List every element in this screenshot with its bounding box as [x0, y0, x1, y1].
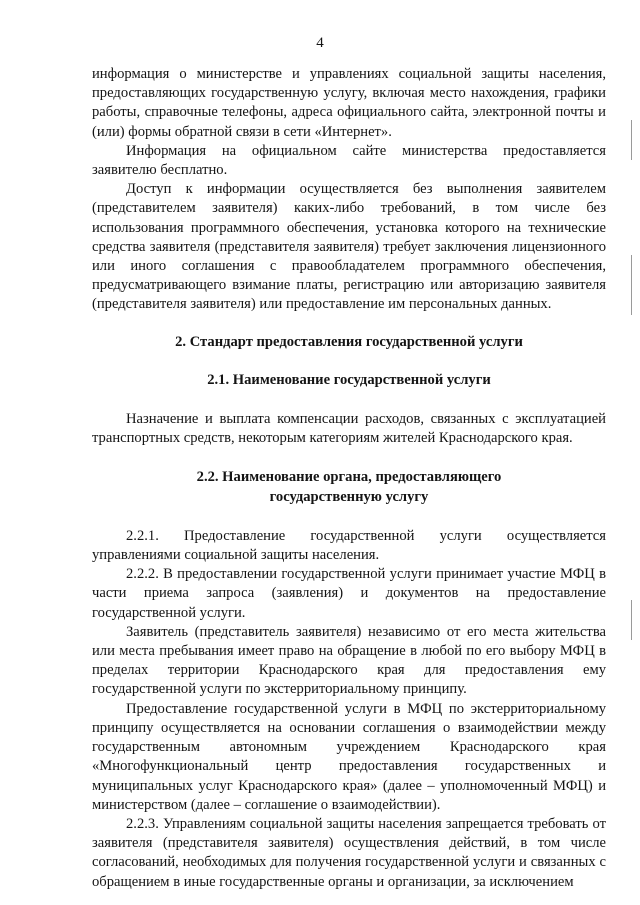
heading-line-1: 2.2. Наименование органа, предоставляющего — [196, 469, 502, 486]
heading-line-2: государственную услугу — [269, 488, 429, 505]
paragraph-applicant-right: Заявитель (представитель заявителя) независимо от его места жительства или места пребывания имеет право на обращение в любой по его выбору МФЦ в пределах территории Краснодарского края для предоставления ему государственной услуги по экстерриториальному принципу. — [92, 623, 606, 698]
paragraph-info-free: Информация на официальном сайте министерства предоставляется заявителю бесплатно. — [92, 142, 606, 179]
scan-edge-mark — [631, 255, 632, 315]
paragraph-2-2-1: 2.2.1. Предоставление государственной услуги осуществляется управлениями социальной защиты населения. — [92, 527, 606, 564]
paragraph-access-conditions: Доступ к информации осуществляется без выполнения заявителем (представителем заявителя) каких-либо требований, в том числе без использования программного обеспечения, установка которого на технические средства заявителя (представителя заявителя) требует заключения лицензионного или иного соглашения с правообладателем программного обеспечения, предусматривающего взимание платы, регистрацию или авторизацию заявителя (представителя заявителя) или предоставление им персональных данных. — [92, 181, 606, 313]
subsection-heading-service-name: 2.1. Наименование государственной услуги — [207, 371, 491, 388]
page-number: 4 — [316, 35, 324, 51]
subsection-heading-authority — [92, 468, 606, 506]
paragraph-2-2-2: 2.2.2. В предоставлении государственной услуги принимает участие МФЦ в части приема запроса (заявления) и документов на предоставление государственной услуги. — [92, 566, 606, 621]
document-body — [92, 65, 606, 892]
paragraph-2-2-3: 2.2.3. Управлениям социальной защиты населения запрещается требовать от заявителя (представителя заявителя) осуществления действий, в том числе согласований, необходимых для получения государственной услуги и связанных с обращением в иные государственные органы и организации, за исключением — [92, 815, 606, 890]
scan-edge-mark — [631, 600, 632, 640]
scan-edge-mark — [631, 120, 632, 160]
paragraph-ministry-info: информация о министерстве и управлениях социальной защиты населения, предоставляющих государственную услугу, включая место нахождения, графики работы, справочные телефоны, адреса официального сайта, электронной почты и (или) формы обратной связи в сети «Интернет». — [92, 66, 606, 140]
section-heading-standard: 2. Стандарт предоставления государственной услуги — [175, 333, 523, 350]
paragraph-extraterritorial: Предоставление государственной услуги в МФЦ по экстерриториальному принципу осуществляется на основании соглашения о взаимодействии между государственным автономным учреждением Краснодарского края «Многофункциональный центр предоставления государственных и муниципальных услуг Краснодарского края» (далее – уполномоченный МФЦ) и министерством (далее – соглашение о взаимодействии). — [92, 700, 606, 813]
paragraph-service-name: Назначение и выплата компенсации расходов, связанных с эксплуатацией транспортных средств, некоторым категориям жителей Краснодарского края. — [92, 411, 606, 447]
